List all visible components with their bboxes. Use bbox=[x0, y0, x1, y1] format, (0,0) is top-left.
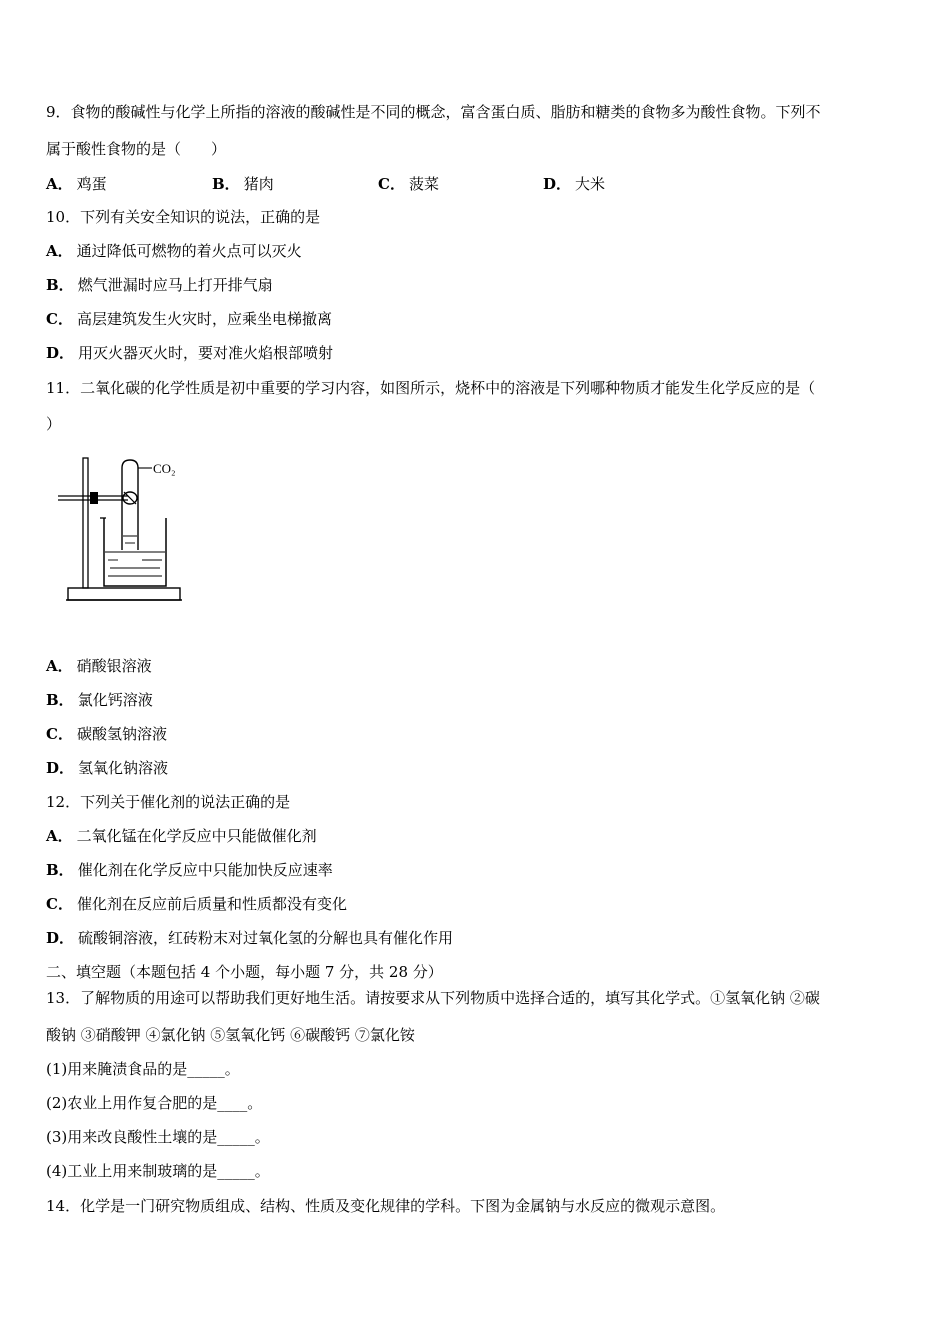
q12-option-a: A． 二氧化锰在化学反应中只能做催化剂 bbox=[46, 827, 317, 845]
q11-stem-line1: 11．二氧化碳的化学性质是初中重要的学习内容，如图所示，烧杯中的溶液是下列哪种物质才能发生化学反应的是（ bbox=[46, 379, 816, 397]
q11-option-b: B． 氯化钙溶液 bbox=[46, 691, 153, 709]
q13-stem-line2: 酸钠 ③硝酸钾 ④氯化钠 ⑤氢氧化钙 ⑥碳酸钙 ⑦氯化铵 bbox=[46, 1026, 415, 1044]
q13-item-3: (3)用来改良酸性土壤的是_____。 bbox=[46, 1128, 270, 1146]
q11-option-a: A． 硝酸银溶液 bbox=[46, 657, 152, 675]
q10-option-b: B． 燃气泄漏时应马上打开排气扇 bbox=[46, 276, 273, 294]
q12-option-b: B． 催化剂在化学反应中只能加快反应速率 bbox=[46, 861, 333, 879]
q9-option-a: A． 鸡蛋 bbox=[46, 175, 107, 193]
q10-option-a: A． 通过降低可燃物的着火点可以灭火 bbox=[46, 242, 302, 260]
q13-item-4: (4)工业上用来制玻璃的是_____。 bbox=[46, 1162, 270, 1180]
q11-stem-line2: ） bbox=[46, 415, 62, 433]
q12-stem: 12．下列关于催化剂的说法正确的是 bbox=[46, 793, 291, 811]
q12-option-d: D． 硫酸铜溶液，红砖粉末对过氧化氢的分解也具有催化作用 bbox=[46, 929, 454, 947]
q9-option-b: B． 猪肉 bbox=[212, 175, 274, 193]
q11-option-d: D． 氢氧化钠溶液 bbox=[46, 759, 169, 777]
co2-label: CO₂ bbox=[153, 461, 176, 476]
q9-option-d: D． 大米 bbox=[543, 175, 606, 193]
q11-option-c: C． 碳酸氢钠溶液 bbox=[46, 725, 167, 743]
q13-item-1: (1)用来腌渍食品的是_____。 bbox=[46, 1060, 240, 1078]
q9-stem-line2: 属于酸性食物的是（ ） bbox=[46, 140, 227, 158]
section2-title: 二、填空题（本题包括 4 个小题，每小题 7 分，共 28 分） bbox=[46, 963, 443, 981]
q9-option-c: C． 菠菜 bbox=[378, 175, 439, 193]
q13-item-2: (2)农业上用作复合肥的是____。 bbox=[46, 1094, 263, 1112]
q10-option-d: D． 用灭火器灭火时，要对准火焰根部喷射 bbox=[46, 344, 334, 362]
q10-stem: 10．下列有关安全知识的说法，正确的是 bbox=[46, 208, 321, 226]
co2-beaker-apparatus-figure bbox=[50, 450, 195, 610]
q13-stem-line1: 13．了解物质的用途可以帮助我们更好地生活。请按要求从下列物质中选择合适的，填写其化学式。①氢氧化钠 ②碳 bbox=[46, 989, 820, 1007]
q9-stem-line1: 9．食物的酸碱性与化学上所指的溶液的酸碱性是不同的概念，富含蛋白质、脂肪和糖类的食物多为酸性食物。下列不 bbox=[46, 103, 821, 121]
q14-stem: 14．化学是一门研究物质组成、结构、性质及变化规律的学科。下图为金属钠与水反应的微观示意图。 bbox=[46, 1197, 726, 1215]
q12-option-c: C． 催化剂在反应前后质量和性质都没有变化 bbox=[46, 895, 347, 913]
q10-option-c: C． 高层建筑发生火灾时，应乘坐电梯撤离 bbox=[46, 310, 332, 328]
